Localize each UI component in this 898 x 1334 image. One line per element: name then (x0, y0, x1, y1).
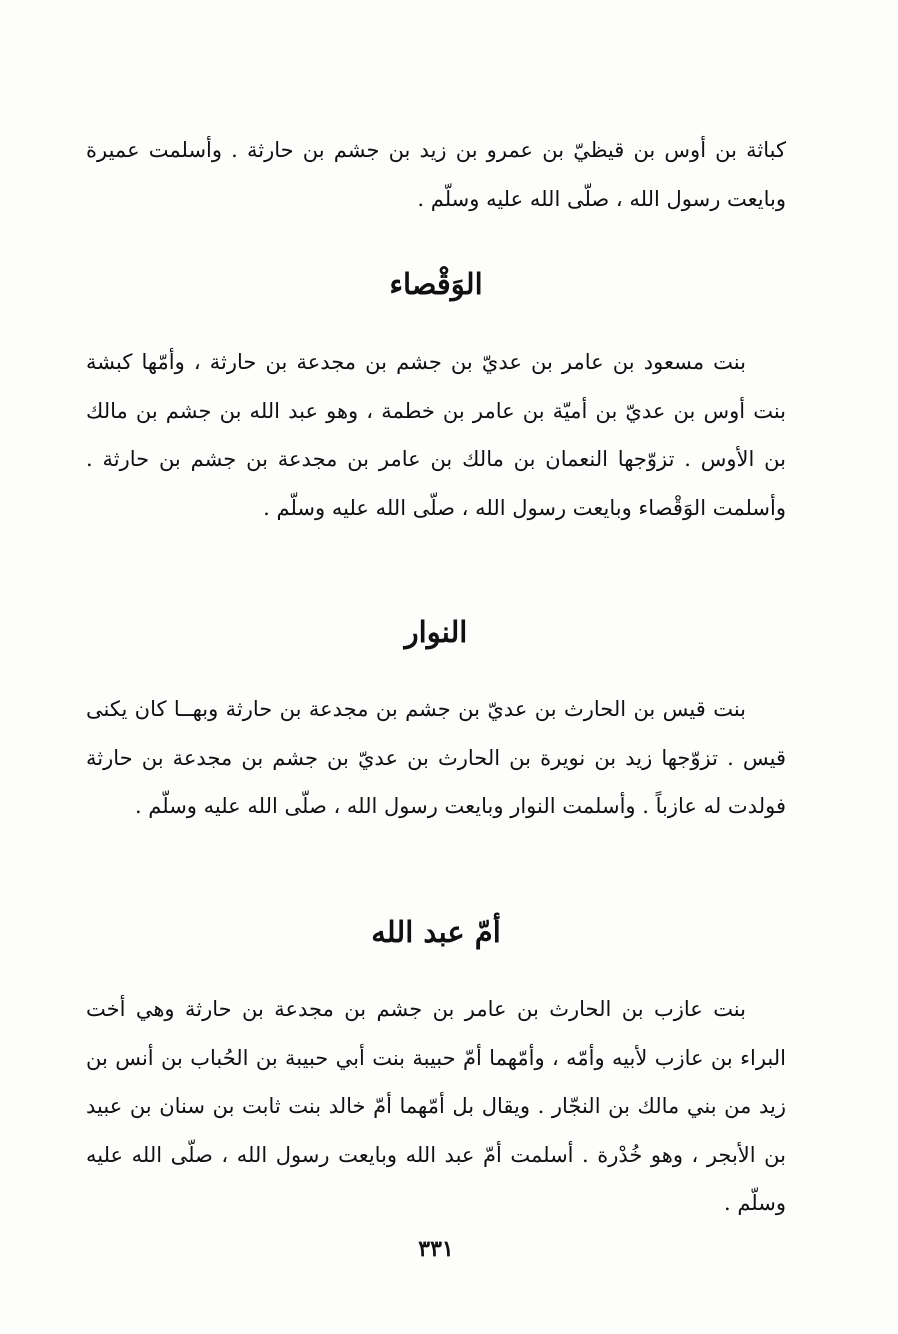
section-heading-alnawar: النوار (404, 615, 468, 649)
section-paragraph-alnawar (86, 685, 786, 831)
section-heading-alwaqsa: الوَقْصاء (389, 267, 483, 301)
section-paragraph-alwaqsa (86, 338, 786, 532)
section-paragraph-umm-abdullah (86, 985, 786, 1228)
section-heading-umm-abdullah: أمّ عبد الله (371, 915, 501, 949)
section-paragraph-text: بنت مسعود بن عامر بن عديّ بن جشم بن مجدعة بن حارثة ، وأمّها كبشة بنت أوس بن عديّ بن أميّة بن عامر بن خطمة ، وهو عبد الله بن جشم بن مالك بن الأوس . تزوّجها النعمان بن مالك بن عامر بن مجدعة بن جشم بن حارثة . وأسلمت الوَقْصاء وبايعت رسول الله ، صلّى الله عليه وسلّم . (86, 350, 786, 520)
intro-paragraph-text: كباثة بن أوس بن قيظيّ بن عمرو بن زيد بن جشم بن حارثة . وأسلمت عميرة وبايعت رسول الله ، صلّى الله عليه وسلّم . (86, 138, 786, 211)
page-number: ٣٣١ (418, 1236, 454, 1262)
intro-paragraph (86, 126, 786, 223)
section-paragraph-text: بنت قيس بن الحارث بن عديّ بن جشم بن مجدعة بن حارثة وبهــا كان يكنى قيس . تزوّجها زيد بن نويرة بن الحارث بن عديّ بن جشم بن مجدعة بن حارثة فولدت له عازباً . وأسلمت النوار وبايعت رسول الله ، صلّى الله عليه وسلّم . (86, 697, 786, 818)
section-paragraph-text: بنت عازب بن الحارث بن عامر بن جشم بن مجدعة بن حارثة وهي أخت البراء بن عازب لأبيه وأمّه ، وأمّهما أمّ حبيبة بنت أبي حبيبة بن الحُباب بن أنس بن زيد من بني مالك بن النجّار . ويقال بل أمّهما أمّ خالد بنت ثابت بن سنان بن عبيد بن الأبجر ، وهو خُدْرة . أسلمت أمّ عبد الله وبايعت رسول الله ، صلّى الله عليه وسلّم . (86, 997, 786, 1215)
